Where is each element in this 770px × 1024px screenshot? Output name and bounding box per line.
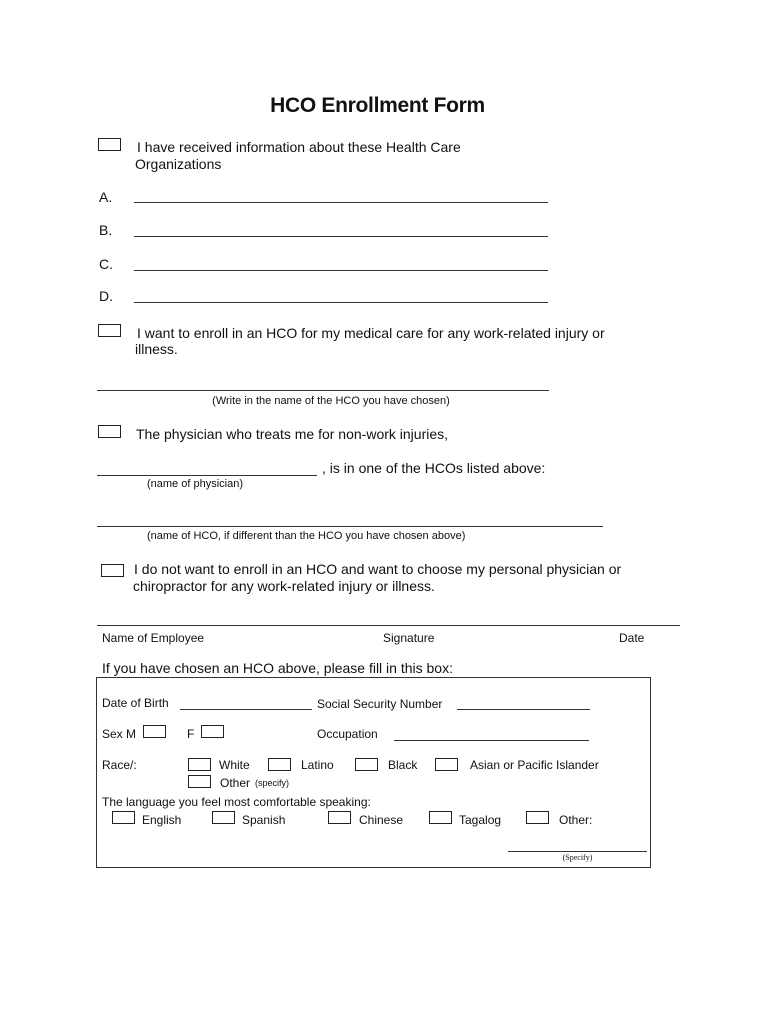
race-other-label: Other xyxy=(220,776,251,790)
option2-line1: I want to enroll in an HCO for my medical care for any work-related injury or xyxy=(137,325,605,341)
hco-label-a: A. xyxy=(99,189,113,205)
hco-c-field[interactable] xyxy=(134,270,548,271)
race-white-label: White xyxy=(219,758,250,772)
received-info-checkbox[interactable] xyxy=(98,138,121,151)
lang-tagalog-label: Tagalog xyxy=(459,813,502,827)
enroll-hco-checkbox[interactable] xyxy=(98,324,121,337)
option1-line2: Organizations xyxy=(135,156,222,172)
occupation-field[interactable] xyxy=(394,740,589,741)
option4-line1: I do not want to enroll in an HCO and want to choose my personal physician or xyxy=(134,561,622,577)
chosen-hco-field[interactable] xyxy=(97,390,549,391)
hco-b-field[interactable] xyxy=(134,236,548,237)
race-other-specify: (specify) xyxy=(255,778,290,788)
decline-hco-checkbox[interactable] xyxy=(101,564,124,577)
different-hco-caption: (name of HCO, if different than the HCO you have chosen above) xyxy=(147,530,466,542)
option3-line1: The physician who treats me for non-work injuries, xyxy=(136,426,449,442)
sex-f-label: F xyxy=(187,727,195,741)
hco-d-field[interactable] xyxy=(134,302,548,303)
physician-checkbox[interactable] xyxy=(98,425,121,438)
lang-other-label: Other: xyxy=(559,813,593,827)
race-black-label: Black xyxy=(388,758,418,772)
lang-english-checkbox[interactable] xyxy=(112,811,135,824)
signature-line[interactable] xyxy=(97,625,680,626)
lang-other-field[interactable] xyxy=(508,851,647,852)
physician-name-field[interactable] xyxy=(97,475,317,476)
sex-m-checkbox[interactable] xyxy=(143,725,166,738)
hco-a-field[interactable] xyxy=(134,202,548,203)
form-title: HCO Enrollment Form xyxy=(270,94,485,117)
different-hco-field[interactable] xyxy=(97,526,603,527)
lang-tagalog-checkbox[interactable] xyxy=(429,811,452,824)
race-label: Race/: xyxy=(102,758,137,772)
lang-spanish-label: Spanish xyxy=(242,813,286,827)
hco-label-b: B. xyxy=(99,222,113,238)
race-other-checkbox[interactable] xyxy=(188,775,211,788)
chosen-hco-caption: (Write in the name of the HCO you have chosen) xyxy=(212,395,450,407)
language-label: The language you feel most comfortable speaking: xyxy=(102,795,371,809)
race-white-checkbox[interactable] xyxy=(188,758,211,771)
option2-line2: illness. xyxy=(135,341,178,357)
race-asian-label: Asian or Pacific Islander xyxy=(470,758,599,772)
lang-other-specify: (Specify) xyxy=(562,853,593,862)
race-asian-checkbox[interactable] xyxy=(435,758,458,771)
lang-chinese-checkbox[interactable] xyxy=(328,811,351,824)
race-black-checkbox[interactable] xyxy=(355,758,378,771)
lang-english-label: English xyxy=(142,813,182,827)
date-label: Date xyxy=(619,631,645,645)
lang-spanish-checkbox[interactable] xyxy=(212,811,235,824)
lang-chinese-label: Chinese xyxy=(359,813,404,827)
option1-line1: I have received information about these Health Care xyxy=(137,139,461,155)
race-latino-label: Latino xyxy=(301,758,334,772)
ssn-label: Social Security Number xyxy=(317,697,443,711)
lang-other-checkbox[interactable] xyxy=(526,811,549,824)
hco-label-d: D. xyxy=(99,288,113,304)
sex-f-checkbox[interactable] xyxy=(201,725,224,738)
ssn-field[interactable] xyxy=(457,709,590,710)
employee-name-label: Name of Employee xyxy=(102,631,205,645)
option4-line2: chiropractor for any work-related injury or illness. xyxy=(133,578,435,594)
hco-label-c: C. xyxy=(99,256,113,272)
physician-caption: (name of physician) xyxy=(147,478,243,490)
occupation-label: Occupation xyxy=(317,727,378,741)
option3-line2: , is in one of the HCOs listed above: xyxy=(322,460,546,476)
dob-field[interactable] xyxy=(180,709,312,710)
box-intro: If you have chosen an HCO above, please fill in this box: xyxy=(102,660,453,676)
race-latino-checkbox[interactable] xyxy=(268,758,291,771)
sex-m-label: Sex M xyxy=(102,727,137,741)
dob-label: Date of Birth xyxy=(102,696,169,710)
signature-label: Signature xyxy=(383,631,435,645)
